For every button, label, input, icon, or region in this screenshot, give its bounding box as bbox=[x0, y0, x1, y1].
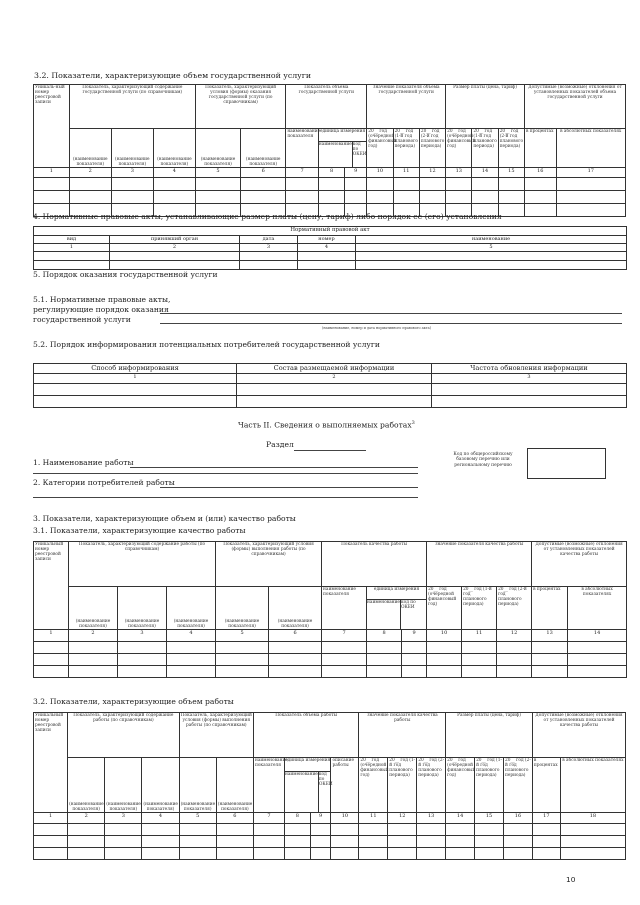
sub-v3: 20__ год (2-й год планового периода) bbox=[419, 129, 445, 168]
num-cell: 2 bbox=[110, 244, 240, 252]
number-row bbox=[34, 168, 626, 178]
num-cell: 3 bbox=[240, 244, 298, 252]
num-cell: 14 bbox=[568, 630, 627, 642]
sub-ind-3: (наименование показателя) bbox=[167, 587, 216, 630]
sub-ind-2: (наименование показателя) bbox=[111, 129, 153, 168]
num-cell: 3 bbox=[118, 630, 167, 642]
h-unique-number: Уникаль-ный номер реестровой записи bbox=[34, 85, 70, 168]
p51-line1: 5.1. Нормативные правовые акты, bbox=[33, 295, 171, 304]
num-cell: 14 bbox=[446, 813, 475, 824]
sub-ind-5: (наименование показателя) bbox=[241, 129, 286, 168]
sub-percent: в процентах bbox=[532, 758, 560, 813]
table-row[interactable] bbox=[34, 848, 626, 860]
section-4-title: 4. Нормативные правовые акты, устанавливающие размер платы (цену, тариф) либо порядок ее (его) установления bbox=[33, 212, 502, 221]
col-frequency: Частота обновления информации bbox=[432, 364, 627, 374]
legal-act-header: Нормативный правовой акт bbox=[34, 227, 627, 236]
razdel-field[interactable] bbox=[294, 450, 366, 451]
num-cell: 5 bbox=[179, 813, 216, 824]
num-cell: 8 bbox=[318, 168, 344, 178]
sub-unit-okei: код по ОКЕИ bbox=[318, 772, 333, 788]
h-price: Размер платы (цена, тариф) bbox=[446, 713, 533, 758]
sub-absolute: в абсолютных показателях bbox=[568, 587, 627, 630]
h-unique-number: Уникальный номер реестровой записи bbox=[34, 713, 68, 813]
sub-description: описание работы bbox=[331, 758, 359, 813]
num-cell: 7 bbox=[286, 168, 319, 178]
sub-unit bbox=[367, 587, 427, 630]
col-number: номер bbox=[298, 236, 356, 244]
part2-sup: 3 bbox=[411, 420, 415, 426]
sub-absolute: в абсолютных показателях bbox=[556, 129, 625, 168]
sub-ind-4: (наименование показателя) bbox=[179, 758, 216, 813]
table-row[interactable] bbox=[34, 396, 627, 408]
num-cell: 11 bbox=[359, 813, 388, 824]
sub-ind-name: наименование показателя bbox=[253, 758, 284, 813]
num-cell: 17 bbox=[532, 813, 560, 824]
num-cell: 11 bbox=[393, 168, 419, 178]
h-quality: Показатель качества работы bbox=[322, 542, 427, 587]
num-cell: 9 bbox=[345, 168, 367, 178]
col-date: дата bbox=[240, 236, 298, 244]
sub-ind-5: (наименование показателя) bbox=[216, 758, 253, 813]
num-cell: 8 bbox=[284, 813, 310, 824]
num-cell: 4 bbox=[153, 168, 195, 178]
table-row[interactable] bbox=[34, 384, 627, 396]
num-cell: 15 bbox=[475, 813, 504, 824]
sub-unit-label: единица измерения bbox=[285, 758, 330, 772]
consumer-category-label: 2. Категории потребителей работы bbox=[33, 478, 175, 487]
num-cell: 4 bbox=[298, 244, 356, 252]
sub-unit-label: единица измерения bbox=[367, 587, 426, 600]
p52-title: 5.2. Порядок информирования потенциальных потребителей государственной услуги bbox=[33, 340, 380, 349]
section-32-work-title: 3.2. Показатели, характеризующие объем работы bbox=[33, 697, 234, 706]
section-31-title: 3.1. Показатели, характеризующие качество работы bbox=[33, 526, 246, 535]
num-cell: 1 bbox=[34, 244, 110, 252]
col-title: наименование bbox=[356, 236, 627, 244]
number-row bbox=[34, 630, 627, 642]
number-row bbox=[34, 813, 626, 824]
p51-hint: (наименование, номер и дата нормативного правового акта) bbox=[322, 326, 432, 330]
h-content: Показатель, характеризующий содержание работы (по справочникам) bbox=[68, 713, 180, 758]
work-quality-table bbox=[33, 541, 627, 678]
h-content: Показатель, характеризующий содержание работы (по справочникам) bbox=[69, 542, 216, 587]
sub-ind-2: (наименование показателя) bbox=[105, 758, 142, 813]
sub-v1: 20__ год (очередной финансовый год) bbox=[427, 587, 462, 630]
num-cell: 3 bbox=[111, 168, 153, 178]
sub-ind-4: (наименование показателя) bbox=[216, 587, 269, 630]
sub-v2: 20__ год (1-й год планового периода) bbox=[393, 129, 419, 168]
sub-ind-4: (наименование показателя) bbox=[195, 129, 240, 168]
section-title-volume: 3.2. Показатели, характеризующие объем государственной услуги bbox=[34, 71, 312, 80]
num-cell: 7 bbox=[322, 630, 367, 642]
num-cell: 1 bbox=[34, 168, 70, 178]
code-box[interactable] bbox=[527, 448, 606, 479]
num-cell: 6 bbox=[241, 168, 286, 178]
num-cell: 4 bbox=[167, 630, 216, 642]
num-cell: 18 bbox=[560, 813, 625, 824]
h-indicator: Показатель объема государственной услуги bbox=[286, 85, 367, 129]
num-cell: 5 bbox=[195, 168, 240, 178]
p51-line2: регулирующие порядок оказания bbox=[33, 305, 169, 314]
col-type: вид bbox=[34, 236, 110, 244]
sub-ind-2: (наименование показателя) bbox=[118, 587, 167, 630]
num-cell: 9 bbox=[310, 813, 331, 824]
work-name-label: 1. Наименование работы bbox=[33, 458, 134, 467]
num-cell: 1 bbox=[34, 374, 237, 384]
num-cell: 16 bbox=[503, 813, 532, 824]
sub-v3: 20__ год (2-й год планового периода) bbox=[497, 587, 532, 630]
h-values: Значение показателя качества работы bbox=[359, 713, 446, 758]
section-3-title: 3. Показатели, характеризующие объем и (или) качество работы bbox=[33, 514, 296, 523]
consumer-category-field[interactable] bbox=[160, 487, 418, 488]
sub-ind-1: (наименование показателя) bbox=[69, 129, 111, 168]
num-cell: 12 bbox=[388, 813, 417, 824]
part2-title-text: Часть II. Сведения о выполняемых работах bbox=[238, 420, 412, 430]
num-cell: 13 bbox=[417, 813, 446, 824]
h-conditions: Показатель, характеризующий условия (формы) оказания государственной услуги (по справочникам) bbox=[195, 85, 285, 129]
h-deviations: Допустимые (возможные) отклонения от установленных показателей объема государственной услуги bbox=[524, 85, 625, 129]
sub-unit bbox=[284, 758, 333, 813]
sub-ind-3: (наименование показателя) bbox=[153, 129, 195, 168]
sub-absolute: в абсолютных показателях bbox=[560, 758, 625, 813]
num-cell: 16 bbox=[524, 168, 556, 178]
sub-p1: 20__ год (очередной финансовый год) bbox=[446, 129, 472, 168]
sub-ind-3: (наименование показателя) bbox=[142, 758, 179, 813]
num-cell: 1 bbox=[34, 630, 69, 642]
col-issuer: принявший орган bbox=[110, 236, 240, 244]
razdel-label: Раздел bbox=[266, 440, 294, 449]
table-row[interactable] bbox=[34, 654, 627, 666]
num-cell: 9 bbox=[402, 630, 427, 642]
p51-field-line[interactable] bbox=[160, 313, 622, 314]
h-price: Размер платы (цена, тариф) bbox=[446, 85, 525, 129]
col-method: Способ информирования bbox=[34, 364, 237, 374]
num-cell: 3 bbox=[432, 374, 627, 384]
sub-unit-name: наименование bbox=[367, 600, 401, 629]
h-values: Значение показателя объема государственной услуги bbox=[367, 85, 446, 129]
sub-percent: в процентах bbox=[524, 129, 556, 168]
num-cell: 12 bbox=[419, 168, 445, 178]
num-cell: 1 bbox=[34, 813, 68, 824]
code-label bbox=[440, 452, 526, 468]
num-cell: 10 bbox=[367, 168, 393, 178]
num-cell: 6 bbox=[269, 630, 322, 642]
sub-v1: 20__ год (очередной финансовый год) bbox=[359, 758, 388, 813]
table-row[interactable] bbox=[34, 252, 627, 261]
work-name-field[interactable] bbox=[130, 467, 418, 468]
num-cell: 2 bbox=[237, 374, 432, 384]
num-cell: 5 bbox=[216, 630, 269, 642]
num-cell: 3 bbox=[105, 813, 142, 824]
sub-unit-label: единица измерения bbox=[319, 129, 366, 142]
sub-unit-okei: код по ОКЕИ bbox=[352, 142, 367, 158]
num-cell: 2 bbox=[68, 813, 105, 824]
sub-unit bbox=[318, 129, 366, 168]
page-number: 10 bbox=[566, 875, 576, 884]
num-cell: 12 bbox=[497, 630, 532, 642]
legal-acts-table bbox=[33, 226, 627, 270]
num-cell: 15 bbox=[498, 168, 524, 178]
h-content: Показатель, характеризующий содержание государственной услуги (по справочникам) bbox=[69, 85, 195, 129]
h-deviations: Допустимые (возможные) отклонения от установленных показателей качества работы bbox=[532, 542, 627, 587]
sub-p3: 20__ год (2-й год планового периода) bbox=[503, 758, 532, 813]
num-cell: 8 bbox=[367, 630, 402, 642]
sub-percent: в процентах bbox=[532, 587, 568, 630]
h-conditions: Показатель, характеризующий условия (формы) выполнения работы (по справочникам) bbox=[216, 542, 322, 587]
sub-v1: 20__ год (очередной финансовый год) bbox=[367, 129, 393, 168]
sub-ind-1: (наименование показателя) bbox=[68, 758, 105, 813]
table-row[interactable] bbox=[34, 191, 626, 204]
num-cell: 17 bbox=[556, 168, 625, 178]
num-cell: 11 bbox=[462, 630, 497, 642]
h-conditions: Показатель, характеризующий условия (формы) выполнения работы (по справочникам) bbox=[179, 713, 253, 758]
sub-p1: 20__ год (очередной финансовый год) bbox=[446, 758, 475, 813]
num-cell: 10 bbox=[427, 630, 462, 642]
num-cell: 2 bbox=[69, 168, 111, 178]
p51-field-line[interactable] bbox=[160, 323, 622, 324]
num-cell: 2 bbox=[69, 630, 118, 642]
informing-table bbox=[33, 363, 627, 408]
col-content: Состав размещаемой информации bbox=[237, 364, 432, 374]
sub-ind-name: наименование показателя bbox=[322, 587, 367, 630]
h-volume: Показатель объема работы bbox=[253, 713, 358, 758]
sub-p2: 20__ год (1-й год планового периода) bbox=[472, 129, 498, 168]
h-values: Значение показателя качества работы bbox=[427, 542, 532, 587]
code-label-2: базовому перечню или bbox=[456, 457, 510, 463]
h-deviations: Допустимые (возможные) отклонения от установленных показателей качества работы bbox=[532, 713, 625, 758]
table-row[interactable] bbox=[34, 836, 626, 848]
table-row[interactable] bbox=[34, 666, 627, 678]
sub-v2: 20__ год (1-й год планового периода) bbox=[462, 587, 497, 630]
num-cell: 10 bbox=[331, 813, 359, 824]
service-volume-table bbox=[33, 84, 626, 217]
sub-unit-name: наименование bbox=[285, 772, 319, 812]
sub-p2: 20__ год (1-й год планового периода) bbox=[475, 758, 504, 813]
num-cell: 4 bbox=[142, 813, 179, 824]
num-cell: 13 bbox=[446, 168, 472, 178]
sub-unit-okei: код по ОКЕИ bbox=[400, 600, 416, 611]
consumer-category-field-2[interactable] bbox=[33, 497, 418, 498]
code-label-1: Код по общероссийскому bbox=[453, 452, 513, 457]
sub-ind-name: наименование показателя bbox=[286, 129, 319, 168]
table-row[interactable] bbox=[34, 824, 626, 836]
num-cell: 7 bbox=[253, 813, 284, 824]
h-unique-number: Уникальный номер реестровой записи bbox=[34, 542, 69, 630]
num-cell: 13 bbox=[532, 630, 568, 642]
part2-title bbox=[238, 421, 415, 430]
table-row[interactable] bbox=[34, 261, 627, 270]
table-row[interactable] bbox=[34, 642, 627, 654]
sub-ind-5: (наименование показателя) bbox=[269, 587, 322, 630]
work-name-field-2[interactable] bbox=[33, 473, 418, 474]
sub-ind-1: (наименование показателя) bbox=[69, 587, 118, 630]
work-volume-table bbox=[33, 712, 626, 860]
sub-p3: 20__ год (2-й год планового периода) bbox=[498, 129, 524, 168]
table-row[interactable] bbox=[34, 178, 626, 191]
sub-unit-name: наименование bbox=[319, 142, 353, 167]
code-label-3: региональному перечню bbox=[454, 462, 512, 468]
p51-line3: государственной услуги bbox=[33, 315, 131, 324]
num-cell: 5 bbox=[356, 244, 627, 252]
section-5-title: 5. Порядок оказания государственной услуги bbox=[33, 270, 218, 279]
sub-v3: 20__ год (2-й год планового периода) bbox=[417, 758, 446, 813]
num-cell: 6 bbox=[216, 813, 253, 824]
sub-v2: 20__ год (1-й год планового периода) bbox=[388, 758, 417, 813]
num-cell: 14 bbox=[472, 168, 498, 178]
